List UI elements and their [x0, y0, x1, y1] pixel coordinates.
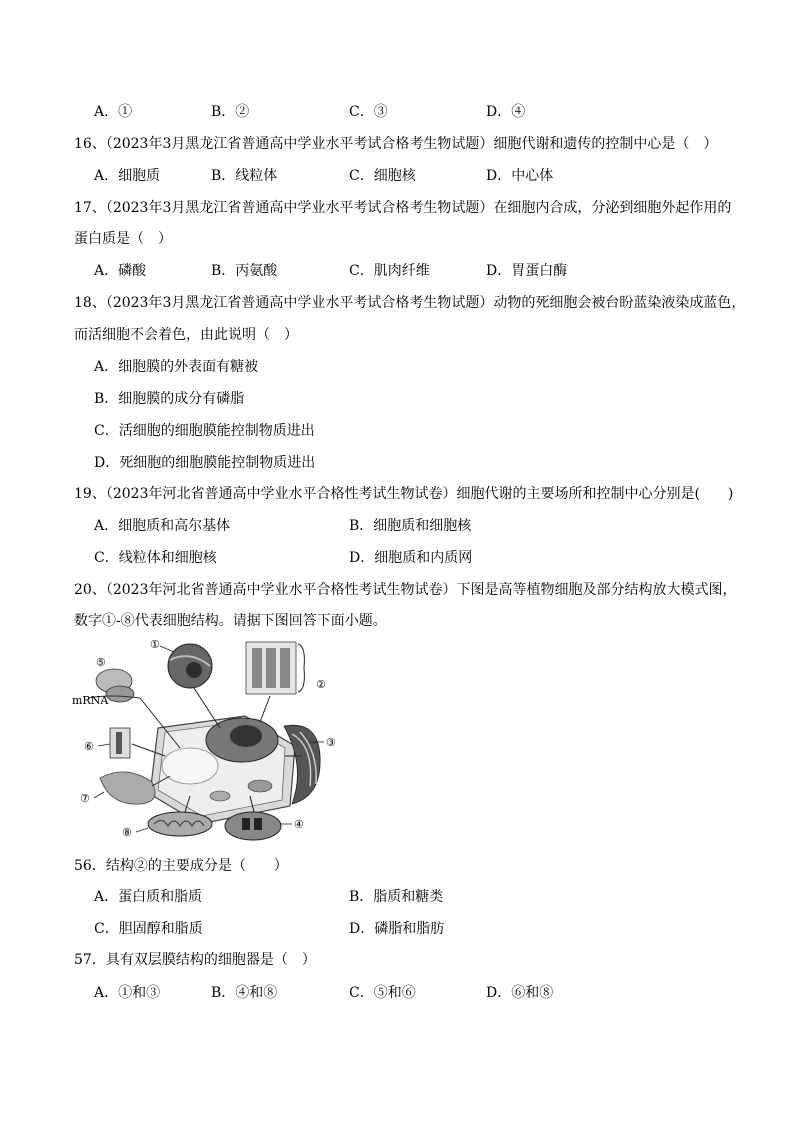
q56-option-c[interactable]: C．胆固醇和脂质	[94, 921, 203, 937]
q15-option-b[interactable]: B．②	[211, 104, 250, 120]
q18-stem-line1: 18、（2023年3月黑龙江省普通高中学业水平考试合格考生物试题）动物的死细胞会被台盼蓝染液染成蓝色，	[74, 295, 746, 311]
q17-option-c[interactable]: C．肌肉纤维	[349, 263, 430, 279]
q17-stem-line1: 17、（2023年3月黑龙江省普通高中学业水平考试合格考生物试题）在细胞内合成，分泌到细胞外起作用的	[74, 200, 732, 216]
label-6: ⑥	[84, 740, 94, 753]
q18-stem-line2: 而活细胞不会着色，由此说明（ ）	[74, 327, 298, 343]
cell-mitochondrion	[210, 791, 230, 801]
q16-option-b[interactable]: B．线粒体	[211, 168, 278, 184]
q20-stem-line2: 数字①-⑧代表细胞结构。请据下图回答下面小题。	[74, 613, 387, 629]
plant-cell-figure	[70, 636, 340, 846]
structure-8-mitochondrion	[148, 812, 212, 836]
label-4: ④	[294, 818, 304, 831]
q56-option-d[interactable]: D．磷脂和脂肪	[349, 921, 445, 937]
q17-option-b[interactable]: B．丙氨酸	[211, 263, 278, 279]
vacuole	[162, 748, 218, 784]
q57-option-c[interactable]: C．⑤和⑥	[349, 985, 416, 1001]
q17-stem-line2: 蛋白质是（ ）	[74, 231, 172, 247]
q16-option-c[interactable]: C．细胞核	[349, 168, 416, 184]
plant-cell-diagram	[70, 636, 340, 846]
q56-option-a[interactable]: A．蛋白质和脂质	[94, 889, 203, 905]
label-2: ②	[316, 678, 326, 691]
q56-option-b[interactable]: B．脂质和糖类	[349, 889, 444, 905]
nucleolus	[230, 725, 262, 747]
q16-option-d[interactable]: D．中心体	[486, 168, 554, 184]
q57-option-d[interactable]: D．⑥和⑧	[486, 985, 554, 1001]
q20-stem-line1: 20、（2023年河北省普通高中学业水平合格性考试生物试卷）下图是高等植物细胞及部分结构放大模式图，	[74, 582, 737, 598]
q19-option-d[interactable]: D．细胞质和内质网	[349, 550, 473, 566]
q16-stem: 16、（2023年3月黑龙江省普通高中学业水平考试合格考生物试题）细胞代谢和遗传的控制中心是（ ）	[74, 136, 718, 152]
q16-option-a[interactable]: A．细胞质	[94, 168, 161, 184]
label-1: ①	[150, 638, 160, 651]
q18-option-c[interactable]: C．活细胞的细胞膜能控制物质进出	[94, 423, 315, 439]
label-7: ⑦	[80, 792, 90, 805]
structure-2-grana	[246, 642, 304, 694]
label-3: ③	[326, 736, 336, 749]
structure-4-chloroplast	[225, 812, 281, 840]
structure-6-membrane	[110, 728, 130, 758]
q57-option-b[interactable]: B．④和⑧	[211, 985, 278, 1001]
q18-option-d[interactable]: D．死细胞的细胞膜能控制物质进出	[94, 455, 316, 471]
q18-option-a[interactable]: A．细胞膜的外表面有糖被	[94, 359, 259, 375]
q57-option-a[interactable]: A．①和③	[94, 985, 161, 1001]
q17-option-a[interactable]: A．磷酸	[94, 263, 147, 279]
q19-option-a[interactable]: A．细胞质和高尔基体	[94, 518, 231, 534]
label-8: ⑧	[122, 826, 132, 839]
label-5: ⑤	[96, 656, 106, 669]
q19-option-c[interactable]: C．线粒体和细胞核	[94, 550, 217, 566]
q18-option-b[interactable]: B．细胞膜的成分有磷脂	[94, 391, 245, 407]
q57-stem: 57．具有双层膜结构的细胞器是（ ）	[74, 952, 316, 968]
q56-stem: 56．结构②的主要成分是（ ）	[74, 858, 288, 874]
q19-option-b[interactable]: B．细胞质和细胞核	[349, 518, 472, 534]
q15-option-c[interactable]: C．③	[349, 104, 388, 120]
q17-option-d[interactable]: D．胃蛋白酶	[486, 263, 568, 279]
q15-option-d[interactable]: D．④	[486, 104, 526, 120]
cell-chloroplast	[248, 780, 272, 792]
q19-stem: 19、（2023年河北省普通高中学业水平合格性考试生物试卷）细胞代谢的主要场所和控制中心分别是( )	[74, 486, 734, 502]
q15-option-a[interactable]: A．①	[94, 104, 133, 120]
label-mrna: mRNA	[72, 694, 109, 707]
structure-7-golgi	[100, 772, 155, 804]
